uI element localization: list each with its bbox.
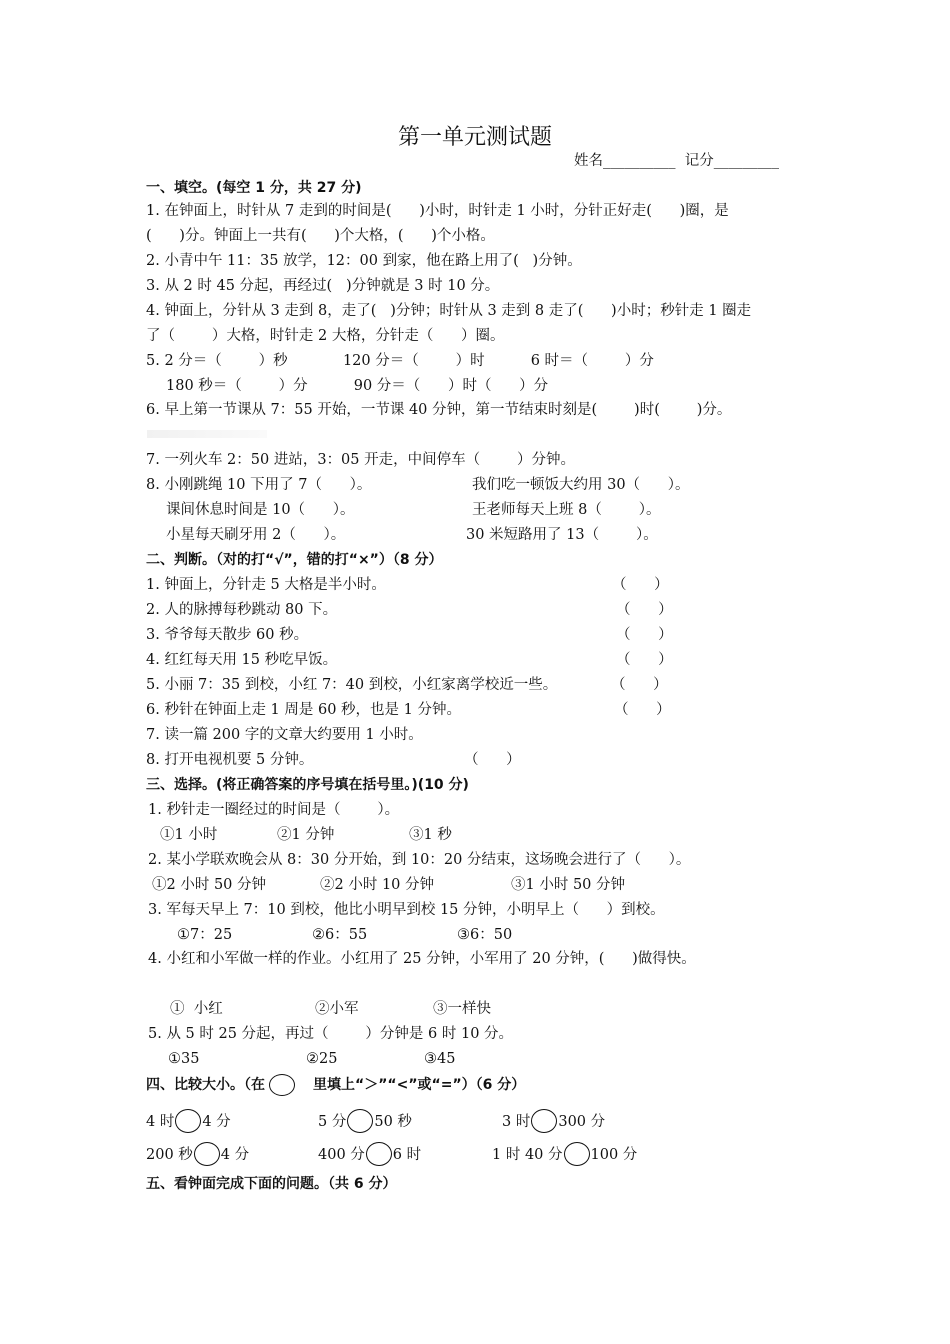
compare-item xyxy=(146,1142,249,1166)
compare-blank-circle[interactable] xyxy=(564,1142,590,1166)
page-title: 第一单元测试题 xyxy=(397,125,552,150)
compare-right: 100 分 xyxy=(590,1147,638,1163)
compare-right: 4 分 xyxy=(220,1147,250,1163)
compare-left: 200 秒 xyxy=(146,1147,193,1163)
s1-line-11: 8. 小刚跳绳 10 下用了 7（ ）。 xyxy=(146,477,372,493)
s1-line-4: 3. 从 2 时 45 分起，再经过( )分钟就是 3 时 10 分。 xyxy=(146,278,500,294)
faint-mark xyxy=(147,430,267,438)
section5-heading: 五、看钟面完成下面的问题。（共 6 分） xyxy=(146,1176,397,1192)
s4-heading-a: 四、比较大小。（在 xyxy=(146,1077,265,1093)
s2-item-5: 5. 小丽 7：35 到校，小红 7：40 到校，小红家离学校近一些。 xyxy=(146,677,558,693)
s2-bracket-6: （ ） xyxy=(614,702,671,718)
s3-q1-opt1: ①1 小时 xyxy=(160,827,218,843)
s3-q3-opt2: ②6：55 xyxy=(312,927,368,943)
s1-line-8: 180 秒＝（ ）分 90 分＝（ ）时（ ）分 xyxy=(166,378,549,394)
student-info: 姓名__________ 记分_________ xyxy=(574,153,779,169)
compare-item xyxy=(318,1109,412,1133)
s1-line-2: ( )分。钟面上一共有( )个大格，( )个小格。 xyxy=(146,228,495,244)
s3-q5-opt2: ②25 xyxy=(306,1051,338,1067)
compare-left: 5 分 xyxy=(318,1114,347,1130)
compare-item xyxy=(146,1109,231,1133)
s3-q1-opt3: ③1 秒 xyxy=(409,827,452,843)
s1-line-13: 课间休息时间是 10（ ）。 xyxy=(166,502,355,518)
s2-item-8: 8. 打开电视机要 5 分钟。 xyxy=(146,752,314,768)
s2-item-1: 1. 钟面上，分针走 5 大格是半小时。 xyxy=(146,577,386,593)
s2-bracket-3: （ ） xyxy=(616,627,673,643)
compare-left: 4 时 xyxy=(146,1114,175,1130)
compare-blank-circle[interactable] xyxy=(531,1109,557,1133)
compare-circle-icon xyxy=(269,1074,295,1096)
compare-blank-circle[interactable] xyxy=(175,1109,201,1133)
s4-heading-b: 里填上“＞”“<”或“=”）（6 分） xyxy=(313,1077,526,1093)
s3-q2-opt3: ③1 小时 50 分钟 xyxy=(511,877,626,893)
section2-heading: 二、判断。（对的打“√”，错的打“×”）（8 分） xyxy=(146,552,443,568)
s3-q4: 4. 小红和小军做一样的作业。小红用了 25 分钟，小军用了 20 分钟，( )做得快。 xyxy=(148,951,696,967)
compare-item xyxy=(502,1109,605,1133)
s1-line-14: 王老师每天上班 8（ ）。 xyxy=(472,502,661,518)
s2-bracket-8: （ ） xyxy=(464,752,521,768)
compare-blank-circle[interactable] xyxy=(347,1109,373,1133)
s2-item-4: 4. 红红每天用 15 秒吃早饭。 xyxy=(146,652,338,668)
compare-blank-circle[interactable] xyxy=(194,1142,220,1166)
s2-item-3: 3. 爷爷每天散步 60 秒。 xyxy=(146,627,309,643)
s2-bracket-4: （ ） xyxy=(616,652,673,668)
compare-blank-circle[interactable] xyxy=(366,1142,392,1166)
compare-item xyxy=(492,1142,637,1166)
compare-right: 50 秒 xyxy=(374,1114,412,1130)
section3-heading: 三、选择。(将正确答案的序号填在括号里。)(10 分) xyxy=(146,777,469,793)
s3-q3-opt3: ③6：50 xyxy=(457,927,513,943)
compare-right: 300 分 xyxy=(558,1114,606,1130)
s2-item-6: 6. 秒针在钟面上走 1 周是 60 秒，也是 1 分钟。 xyxy=(146,702,461,718)
s3-q5: 5. 从 5 时 25 分起，再过（ ）分钟是 6 时 10 分。 xyxy=(148,1026,514,1042)
compare-item xyxy=(318,1142,421,1166)
s3-q4-opt2: ②小军 xyxy=(315,1001,359,1017)
s3-q2-opt2: ②2 小时 10 分钟 xyxy=(320,877,435,893)
s1-line-5: 4. 钟面上，分针从 3 走到 8，走了( )分钟；时针从 3 走到 8 走了( )小时；秒针走 1 圈走 xyxy=(146,303,752,319)
s3-q5-opt1: ①35 xyxy=(168,1051,200,1067)
s3-q4-opt1: ① 小红 xyxy=(170,1001,223,1017)
compare-left: 1 时 40 分 xyxy=(492,1147,563,1163)
s2-item-7: 7. 读一篇 200 字的文章大约要用 1 小时。 xyxy=(146,727,423,743)
s2-bracket-5: （ ） xyxy=(611,677,668,693)
s1-line-3: 2. 小青中午 11：35 放学，12：00 到家，他在路上用了( )分钟。 xyxy=(146,253,582,269)
s3-q5-opt3: ③45 xyxy=(424,1051,456,1067)
s1-line-10: 7. 一列火车 2：50 进站，3：05 开走，中间停车（ ）分钟。 xyxy=(146,452,575,468)
s1-line-9: 6. 早上第一节课从 7：55 开始，一节课 40 分钟，第一节结束时刻是( )时( )分。 xyxy=(146,402,732,418)
compare-right: 4 分 xyxy=(202,1114,231,1130)
s1-line-15: 小星每天刷牙用 2（ ）。 xyxy=(166,527,346,543)
s1-line-1: 1. 在钟面上，时针从 7 走到的时间是( )小时，时针走 1 小时，分针正好走( )圈，是 xyxy=(146,203,729,219)
s3-q4-opt3: ③一样快 xyxy=(433,1001,491,1017)
s3-q3: 3. 军每天早上 7：10 到校，他比小明早到校 15 分钟，小明早上（ ）到校。 xyxy=(148,902,665,918)
s1-line-16: 30 米短路用了 13（ ）。 xyxy=(466,527,658,543)
s3-q2-opt1: ①2 小时 50 分钟 xyxy=(152,877,267,893)
section1-heading: 一、填空。(每空 1 分，共 27 分) xyxy=(146,180,362,196)
s3-q1: 1. 秒针走一圈经过的时间是（ ）。 xyxy=(148,802,400,818)
s2-item-2: 2. 人的脉搏每秒跳动 80 下。 xyxy=(146,602,338,618)
compare-left: 3 时 xyxy=(502,1114,531,1130)
s3-q1-opt2: ②1 分钟 xyxy=(277,827,335,843)
s1-line-7: 5. 2 分＝（ ）秒 120 分＝（ ）时 6 时＝（ ）分 xyxy=(146,353,654,369)
s3-q3-opt1: ①7：25 xyxy=(177,927,233,943)
s2-bracket-2: （ ） xyxy=(616,602,673,618)
s1-line-12: 我们吃一顿饭大约用 30（ ）。 xyxy=(472,477,690,493)
s3-q2: 2. 某小学联欢晚会从 8：30 分开始，到 10：20 分结束，这场晚会进行了（ ）。 xyxy=(148,852,691,868)
compare-right: 6 时 xyxy=(392,1147,422,1163)
compare-left: 400 分 xyxy=(318,1147,365,1163)
s1-line-6: 了（ ）大格，时针走 2 大格，分针走（ ）圈。 xyxy=(146,328,505,344)
section4-heading xyxy=(146,1074,525,1096)
s2-bracket-1: （ ） xyxy=(612,577,669,593)
